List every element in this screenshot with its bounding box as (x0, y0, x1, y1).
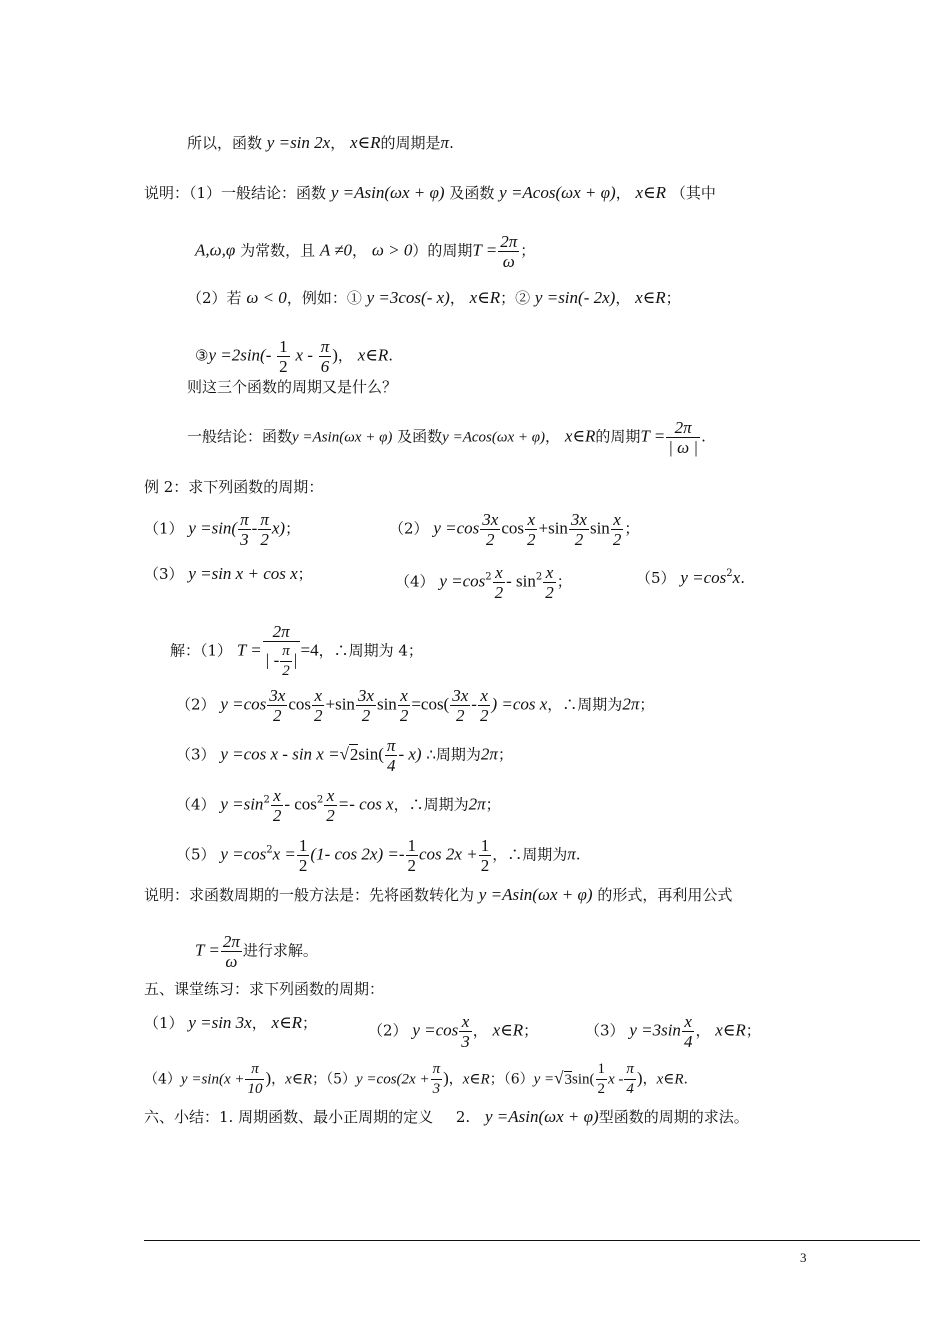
formula: A,ω,φ (195, 240, 236, 260)
formula: ) (636, 1068, 643, 1088)
formula: x∈R (715, 1020, 746, 1040)
fraction: $\frac{\pi}{3}$ (432, 1061, 441, 1097)
example-row-2 (144, 563, 313, 585)
result-text: ，∴周期为 (547, 695, 623, 714)
solution-5: （5） $y =\cos^2x$ = $\frac{1}{2}$ (1- cos 2x) =- $\frac{1}{2}$ cos 2x + $\frac{1}{2}$ ，∴周期为π. (176, 836, 581, 875)
formula: y =sin 2x (266, 133, 331, 152)
fraction: $\frac{x}{2}$ (313, 686, 323, 725)
formula: =cos( (411, 694, 450, 714)
formula: ) (265, 1068, 272, 1088)
item-label: （4） (176, 795, 216, 814)
formula: sin (589, 518, 610, 538)
formula: y =cos (412, 1020, 459, 1040)
fraction: $\frac{1}{2}$ (407, 836, 416, 875)
punct: ， (271, 1071, 286, 1088)
note-text: 的形式，再利用公式 (597, 886, 733, 904)
question-line: 则这三个函数的周期又是什么？ (187, 378, 398, 396)
formula: x∈R (357, 345, 389, 365)
formula: y =Acos(ωx + φ) (442, 429, 546, 446)
formula: x∈R (285, 1071, 313, 1088)
formula: y =sin( (188, 518, 238, 538)
result-text: ，∴周期为 (393, 795, 469, 814)
fraction: $\frac{x}{2}$ (326, 786, 335, 825)
formula: y =cos (680, 568, 727, 587)
punct: . (575, 845, 581, 864)
punct: ； (302, 1014, 318, 1032)
result-text: ∴周期为 (426, 745, 481, 764)
formula: cos 2x + (419, 844, 478, 864)
summary-text: 型函数的周期的求法。 (598, 1108, 749, 1126)
fraction: $\frac{\pi}{6}$ (320, 337, 330, 376)
item-label: （5） (326, 1071, 357, 1088)
formula: x∈R (564, 426, 596, 446)
fraction: $\frac{x}{2}$ (494, 563, 504, 602)
formula: y =Asin(ωx + φ) (484, 1107, 599, 1126)
punct: . (449, 134, 454, 152)
result-text: ，∴周期为 (492, 845, 568, 864)
item-label: （2） (176, 695, 216, 714)
formula: - x) (398, 744, 422, 764)
punct: ； (489, 1071, 504, 1088)
formula: y =sin(x + (180, 1071, 245, 1088)
punct: ； (556, 572, 572, 591)
formula: cos (288, 694, 311, 714)
formula: y =3sin (629, 1020, 681, 1040)
note-text: （其中 (670, 184, 716, 202)
practice-row-1c (585, 1012, 761, 1051)
fraction: $\frac{3x}{2}$ (570, 510, 587, 549)
item-label: （5） (636, 569, 676, 587)
formula: cos (501, 518, 524, 538)
fraction: $\frac{1}{2}$ (480, 836, 490, 875)
example-row-2c: （5） $y =\cos^2x$. (636, 568, 745, 587)
fraction: $\frac{1}{2}$ (298, 836, 308, 875)
formula: - (251, 518, 258, 538)
example-row-1 (144, 510, 300, 549)
note-text: ③ (195, 346, 209, 365)
fraction: $\frac{3x}{2}$ (452, 686, 469, 725)
fraction: $\frac{x}{2}$ (612, 510, 622, 549)
formula: 2 (349, 744, 359, 764)
formula: - (471, 694, 477, 714)
note-text: 的周期 (595, 427, 641, 446)
fraction: $\frac{\pi}{10}$ (247, 1061, 263, 1097)
formula: sin( (572, 1071, 595, 1088)
formula: (1- cos 2x) =- (310, 844, 405, 864)
item-label: （3） (585, 1021, 625, 1040)
formula: π (567, 844, 576, 864)
fraction: $\frac{\pi}{4}$ (626, 1061, 634, 1097)
formula: T = (472, 240, 498, 260)
note-text: 一般结论：函数 (187, 427, 293, 446)
formula: y =cos(2x + (356, 1071, 430, 1088)
formula: A ≠0 (319, 240, 353, 260)
page-number: 3 (800, 1250, 807, 1265)
note-text: 及函数 (397, 427, 443, 446)
example-row-1b (389, 510, 639, 549)
formula: - sin (506, 571, 536, 591)
intro-line (187, 132, 454, 154)
formula: sin (376, 694, 397, 714)
note-line-3 (195, 337, 393, 376)
punct: ； (523, 1021, 539, 1040)
formula: y =cos (220, 694, 267, 714)
item-label: （5） (176, 845, 216, 864)
summary-line (144, 1106, 749, 1128)
punct: . (740, 569, 745, 587)
formula: x∈R (462, 1071, 490, 1088)
punct: ， (615, 184, 631, 202)
formula: x (732, 568, 741, 587)
note-line-1 (144, 182, 716, 204)
practice-title: 五、课堂练习：求下列函数的周期： (144, 980, 385, 998)
fraction: $\frac{x}{2}$ (272, 786, 282, 825)
punct: . (683, 1071, 688, 1088)
example-title: 例 2：求下列函数的周期： (144, 478, 324, 496)
formula: T = (195, 940, 220, 960)
formula: x∈R (492, 1020, 524, 1040)
result-text: ，∴周期为 4； (318, 641, 423, 660)
item-label: （4） (144, 1071, 181, 1088)
formula: x∈R (635, 288, 666, 307)
solution-4: （4） $y =\sin^2$ $\frac{x}{2}$ - $\cos^2$ $\frac{x}{2}$ =- cos x，∴周期为2π； (176, 786, 501, 825)
practice-row-2: （4）y =sin(x + $\frac{\pi}{10}$ )，x∈R；（5）y =cos(2x + $\frac{\pi}{3}$ )，x∈R；（6）y =√3sin( $\frac{1}{2}$ x - $\frac{\pi}{4}$ )，x∈R. (144, 1061, 688, 1097)
formula: y = (533, 1071, 555, 1088)
fraction: $\frac{2\pi}{\omega}$ (222, 932, 240, 971)
formula: π (440, 133, 450, 152)
formula: ) (443, 1068, 449, 1088)
fraction: $\frac{\pi}{3}$ (240, 510, 249, 549)
punct: ； (312, 1071, 327, 1088)
punct: ； (485, 795, 501, 814)
punct: ； (639, 695, 655, 714)
item-label: （1） (144, 1014, 184, 1032)
punct: ； (745, 1021, 761, 1040)
formula: x∈R (635, 183, 667, 202)
punct: ， (251, 1014, 267, 1032)
punct: ， (642, 1071, 657, 1088)
punct: ， (545, 427, 561, 446)
punct: . (388, 346, 393, 365)
note-text: 为常数，且 (240, 241, 316, 260)
formula: x - (608, 1071, 624, 1088)
summary-text: 六、小结：1. 周期函数、最小正周期的定义 (144, 1108, 434, 1126)
formula: 3 (564, 1071, 572, 1088)
formula: y =sin(- 2x) (534, 288, 616, 307)
formula: y =Asin(ωx + φ) (292, 429, 393, 446)
formula: sin( (358, 744, 384, 764)
fraction: $\frac{1}{2}$ (279, 337, 288, 376)
footer-rule (144, 1240, 920, 1241)
fraction: $\frac{x}{2}$ (399, 686, 409, 725)
punct: ； (624, 519, 640, 538)
formula: 2π (468, 794, 486, 814)
formula: y =Asin(ωx + φ) (330, 183, 445, 202)
fraction: $\frac{x}{2}$ (479, 686, 489, 725)
punct: ； (665, 289, 681, 307)
fraction: 2π | - $\frac{\pi}{2}$ | (264, 622, 298, 679)
formula: y =Acos(ωx + φ) (499, 183, 616, 202)
item-label: （6） (503, 1071, 534, 1088)
fraction: $\frac{2\pi}{\omega}$ (500, 232, 518, 271)
formula: T = (236, 640, 262, 660)
punct: ， (352, 241, 368, 260)
formula: y =cos (220, 844, 267, 864)
note-text: 说明：（1）一般结论：函数 (144, 184, 327, 202)
method-line (144, 884, 732, 906)
item-label: （4） (395, 572, 435, 591)
note-text: （2）若 (187, 289, 242, 307)
punct: . (701, 427, 706, 446)
summary-text: 2. (455, 1108, 471, 1126)
formula: y =cos (439, 571, 486, 591)
fraction: $\frac{\pi}{4}$ (386, 736, 396, 775)
note-text: ，例如：① (286, 289, 362, 307)
fraction: $\frac{x}{2}$ (545, 563, 554, 602)
note-text: ；② (500, 289, 531, 307)
fraction: $\frac{x}{2}$ (526, 510, 536, 549)
formula: x∈R (656, 1071, 684, 1088)
formula: y =3cos(- x) (366, 288, 450, 307)
item-label: （2） (389, 519, 429, 538)
formula: y =cos x - sin x = (220, 744, 340, 764)
fraction: $\frac{3x}{2}$ (482, 510, 499, 549)
item-label: （2） (368, 1021, 408, 1040)
fraction: $\frac{3x}{2}$ (357, 686, 374, 725)
formula: y =Asin(ωx + φ) (478, 885, 593, 904)
note-text: 说明：求函数周期的一般方法是：先将函数转化为 (144, 886, 475, 904)
punct: ， (330, 134, 346, 152)
formula: T = (640, 426, 666, 446)
formula: ω > 0 (371, 240, 413, 260)
item-label: 解：（1） (170, 641, 233, 660)
practice-row-1b (368, 1012, 538, 1051)
solution-1 (170, 622, 423, 681)
formula: y =2sin(- (208, 345, 272, 365)
formula: =4 (300, 640, 319, 660)
fraction: $\frac{x}{3}$ (461, 1012, 470, 1051)
punct: ， (472, 1021, 488, 1040)
formula: +sin (538, 518, 568, 538)
item-label: （3） (176, 745, 216, 764)
item-label: （1） (144, 519, 184, 538)
fraction: $\frac{2\pi}{| \omega |}$ (668, 418, 699, 457)
formula: y =sin 3x (188, 1013, 252, 1032)
method-formula-line (195, 932, 318, 971)
formula: 2π (622, 694, 640, 714)
punct: ； (297, 565, 313, 583)
formula: x = (272, 844, 296, 864)
punct: ； (520, 241, 536, 260)
formula: x∈R (271, 1013, 303, 1032)
intro-text: 所以，函数 (187, 134, 263, 152)
formula: =- cos x (337, 794, 394, 814)
formula: y =sin x + cos x (188, 564, 298, 583)
practice-row-1 (144, 1012, 317, 1034)
item-label: （3） (144, 565, 184, 583)
note-text: 及函数 (449, 184, 495, 202)
intro-text: 的周期是 (380, 134, 441, 152)
formula: x∈R (469, 288, 501, 307)
punct: ， (448, 1071, 463, 1088)
note-text: ）的周期 (412, 241, 473, 260)
formula: x∈R (350, 133, 381, 152)
formula: y =sin (220, 794, 264, 814)
punct: ； (285, 519, 301, 538)
formula: 2π (480, 744, 498, 764)
formula: ) (332, 345, 338, 365)
punct: ， (695, 1021, 711, 1040)
formula: ω < 0 (246, 288, 287, 307)
punct: ， (337, 346, 353, 365)
fraction: $\frac{\pi}{2}$ (260, 510, 269, 549)
fraction: $\frac{3x}{2}$ (269, 686, 286, 725)
solution-2 (176, 686, 654, 725)
formula: y =cos (433, 518, 480, 538)
formula: x - (295, 345, 313, 365)
note-line-1b (195, 232, 535, 271)
note-line-2: （2）若 ω < 0，例如：① y =3cos(- x)， x∈R；② y =sin(- 2x)， x∈R； (187, 288, 681, 307)
general-line (187, 418, 706, 457)
note-text: 进行求解。 (242, 941, 318, 960)
fraction: $\frac{1}{2}$ (597, 1061, 605, 1097)
formula: - cos (284, 794, 317, 814)
solution-3: （3） y =cos x - sin x =√2sin( $\frac{\pi}{4}$ - x) ∴周期为2π； (176, 736, 513, 775)
example-row-2b: （4） $y =\cos^2$ $\frac{x}{2}$ - $\sin^2$ $\frac{x}{2}$ ； (395, 563, 572, 602)
formula: ) =cos x (491, 694, 548, 714)
formula: +sin (325, 694, 355, 714)
punct: ； (497, 745, 513, 764)
fraction: $\frac{x}{4}$ (683, 1012, 693, 1051)
formula: x) (271, 518, 286, 538)
